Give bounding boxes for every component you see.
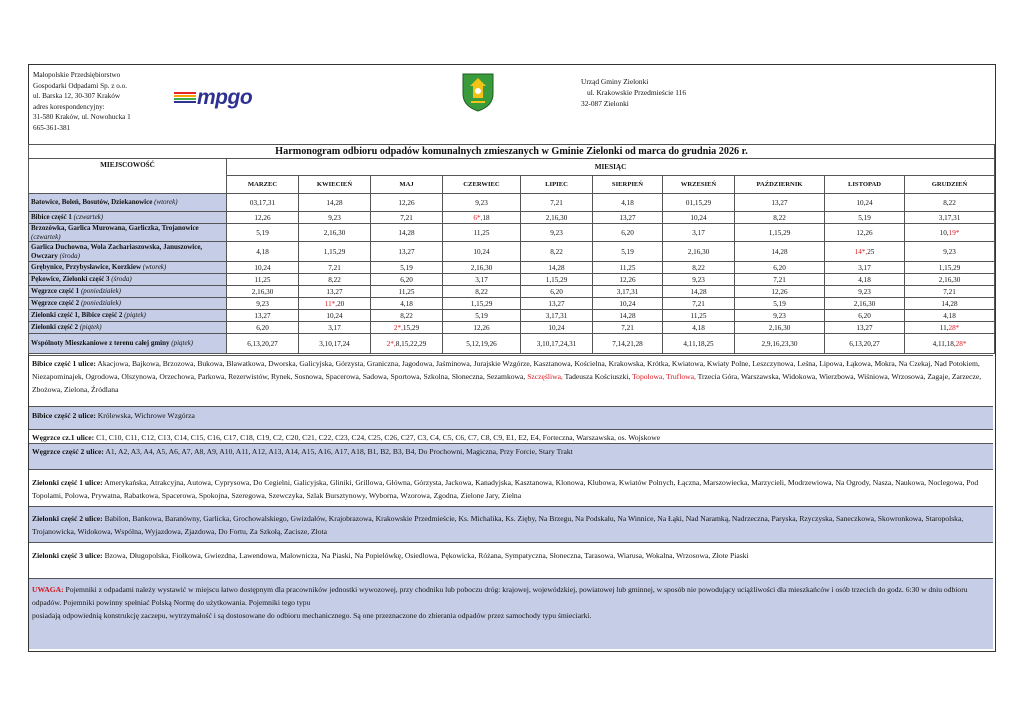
date-cell: 7,14,21,28 [593, 334, 663, 354]
collection-day: (czwartek) [31, 232, 61, 241]
location-name: Batowice, Boleń, Bosutów, Dziekanowice [31, 198, 153, 207]
date-cell: 10,24 [593, 298, 663, 310]
date-cell: 2,16,30 [825, 298, 905, 310]
mpgo-logo [174, 86, 252, 110]
section-divider [29, 406, 993, 407]
date-cell: 3,10,17,24 [299, 334, 371, 354]
street-names: C1, C10, C11, C12, C13, C14, C15, C16, C17, C18, C19, C2, C20, C21, C22, C23, C24, C25, C26, C27, C3, C4, C5, C6, C7, C8, C9, E1, E2, E4, Forteczna, Warszawska, os. Wojskowe [96, 433, 661, 442]
date-cell: 10,19* [905, 224, 995, 242]
collection-day: (czwartek) [73, 213, 104, 222]
section-divider [29, 542, 993, 543]
location-name: Zielonki część 2 [31, 323, 79, 332]
date-cell: 4,18 [663, 322, 735, 334]
date-cell: 6,13,20,27 [227, 334, 299, 354]
location-name: Zielonki część 1, Bibice część 2 [31, 311, 123, 320]
date-cell: 6*,18 [443, 212, 521, 224]
date-cell: 3,17,31 [521, 310, 593, 322]
date-cell: 10,24 [227, 262, 299, 274]
date-cell: 8,22 [663, 262, 735, 274]
schedule-row [29, 224, 995, 242]
schedule-title: Harmonogram odbioru odpadów komunalnych zmieszanych w Gminie Zielonki od marca do grudnia 2026 r. [29, 145, 995, 159]
date-cell: 13,27 [521, 298, 593, 310]
collection-day: (piątek) [79, 323, 102, 332]
street-list-1 [29, 355, 993, 407]
date-cell: 3,17 [443, 274, 521, 286]
row-location [29, 310, 227, 322]
street-list-7 [29, 542, 993, 578]
street-names: Królewska, Wichrowe Wzgórza [97, 411, 195, 420]
date-cell: 6,20 [735, 262, 825, 274]
row-location [29, 194, 227, 212]
date-cell: 03,17,31 [227, 194, 299, 212]
schedule-row [29, 298, 995, 310]
month-1-header: MARZEC [227, 176, 299, 194]
date-cell: 5,12,19,26 [443, 334, 521, 354]
date-cell: 4,18 [371, 298, 443, 310]
notice-text-2: posiadają odpowiednią konstrukcję zaczepu, wytrzymałość i są dostosowane do odbioru mechanicznego. Są one przeznaczone do zbierania odpadów przez samochody typu śmieciarki. [32, 611, 592, 620]
date-cell: 7,21 [735, 274, 825, 286]
date-cell: 10,24 [825, 194, 905, 212]
date-cell: 5,19 [735, 298, 825, 310]
date-cell: 8,22 [905, 194, 995, 212]
date-cell: 2,16,30 [521, 212, 593, 224]
row-location [29, 286, 227, 298]
date-cell: 9,23 [521, 224, 593, 242]
street-list-label: Węgrzce cz.1 ulice: [32, 433, 95, 442]
date-cell: 5,19 [371, 262, 443, 274]
location-name: Bibice część 1 [31, 213, 72, 222]
street-names: A1, A2, A3, A4, A5, A6, A7, A8, A9, A10, A11, A12, A13, A14, A15, A16, A17, A18, B1, B2, B3, B4, Do Prochowni, Magiczna, Przy Forcie, Stary Trakt [105, 447, 573, 456]
date-cell: 5,19 [593, 242, 663, 262]
date-cell: 6,20 [593, 224, 663, 242]
date-cell: 14,28 [371, 224, 443, 242]
street-list-3 [29, 429, 993, 444]
coat-of-arms-icon [461, 72, 495, 112]
street-list-label: Zielonki część 3 ulice: [32, 551, 103, 560]
date-cell: 9,23 [825, 286, 905, 298]
date-cell: 12,26 [593, 274, 663, 286]
schedule-row [29, 242, 995, 262]
date-cell: 13,27 [735, 194, 825, 212]
date-cell: 13,27 [825, 322, 905, 334]
date-cell: 2,16,30 [227, 286, 299, 298]
company-line: ul. Barska 12, 30-307 Kraków [33, 92, 121, 100]
company-address [33, 70, 193, 133]
date-cell: 3,17,31 [593, 286, 663, 298]
office-line: Urząd Gminy Zielonki [581, 77, 649, 86]
date-cell: 1,15,29 [521, 274, 593, 286]
row-location [29, 224, 227, 242]
section-divider [29, 506, 993, 507]
date-cell: 10,24 [521, 322, 593, 334]
date-cell: 2*,8,15,22,29 [371, 334, 443, 354]
date-cell: 14,28 [663, 286, 735, 298]
date-cell: 2,16,30 [905, 274, 995, 286]
date-cell: 2,9,16,23,30 [735, 334, 825, 354]
street-list-4 [29, 443, 993, 469]
date-cell: 12,26 [227, 212, 299, 224]
collection-day: (środa) [59, 251, 80, 260]
street-list-label: Bibice część 1 ulice: [32, 359, 96, 368]
street-names: Topolowa, Truflowa, [632, 372, 696, 381]
street-list-label: Zielonki część 1 ulice: [32, 478, 103, 487]
date-cell: 12,26 [735, 286, 825, 298]
date-cell: 11,28* [905, 322, 995, 334]
date-cell: 12,26 [443, 322, 521, 334]
date-cell: 5,19 [443, 310, 521, 322]
date-cell: 13,27 [593, 212, 663, 224]
date-cell: 6,20 [371, 274, 443, 286]
row-location [29, 298, 227, 310]
date-cell: 9,23 [443, 194, 521, 212]
date-cell: 7,21 [521, 194, 593, 212]
date-cell: 13,27 [371, 242, 443, 262]
date-cell: 5,19 [227, 224, 299, 242]
street-names: Babilon, Bankowa, Baranówny, Garlicka, Grochowalskiego, Gwizdałów, Krajobrazowa, Krakowskie Przedmieście, Ks. Michalika, Ks. Zięby, Na Brzegu, Na Podskalu, Na Winnice, Na Łąki, Nad Naramką, Nadrzeczna, Paryska, Rzyczyska, Saneczkowa, Skowronkowa, Staropolska, Trojanowicka, Widokowa, Wspólna, Wyjazdowa, Zjazdowa, Do Fortu, Za Szkołą, Zacisze, Złota [32, 514, 964, 536]
date-cell: 14,28 [735, 242, 825, 262]
date-cell: 2*,15,29 [371, 322, 443, 334]
date-cell: 8,22 [735, 212, 825, 224]
street-list-label: Węgrzce część 2 ulice: [32, 447, 104, 456]
date-cell: 14,28 [905, 298, 995, 310]
month-9-header: LISTOPAD [825, 176, 905, 194]
date-cell: 14,28 [299, 194, 371, 212]
logo-text: mpgo [197, 86, 253, 109]
section-divider [29, 429, 993, 430]
location-name: Grębynice, Przybysławice, Korzkiew [31, 263, 142, 272]
section-divider [29, 469, 993, 470]
month-2-header: KWIECIEŃ [299, 176, 371, 194]
section-divider [29, 443, 993, 444]
month-header: MIESIĄC [227, 159, 995, 176]
date-cell: 4,18 [227, 242, 299, 262]
date-cell: 2,16,30 [663, 242, 735, 262]
date-cell: 13,27 [299, 286, 371, 298]
collection-day: (piątek) [171, 339, 194, 348]
row-location [29, 242, 227, 262]
date-cell: 7,21 [905, 286, 995, 298]
date-cell: 12,26 [825, 224, 905, 242]
date-cell: 3,17 [663, 224, 735, 242]
collection-day: (piątek) [124, 311, 146, 320]
date-cell: 2,16,30 [443, 262, 521, 274]
schedule-row [29, 262, 995, 274]
company-line: Gospodarki Odpadami Sp. z o.o. [33, 81, 128, 90]
date-cell: 9,23 [227, 298, 299, 310]
date-cell: 3,17,31 [905, 212, 995, 224]
date-cell: 11*,20 [299, 298, 371, 310]
date-cell: 12,26 [371, 194, 443, 212]
office-line: ul. Krakowskie Przedmieście 116 [587, 88, 687, 97]
date-cell: 8,22 [443, 286, 521, 298]
date-cell: 8,22 [299, 274, 371, 286]
schedule-table [28, 144, 995, 354]
month-8-header: PAŹDZIERNIK [735, 176, 825, 194]
date-cell: 11,25 [663, 310, 735, 322]
company-line: Małopolskie Przedsiębiorstwo [33, 71, 121, 79]
street-list-5 [29, 469, 993, 507]
date-cell: 4,18 [593, 194, 663, 212]
schedule-row [29, 310, 995, 322]
street-list-6 [29, 506, 993, 543]
street-names: Tadeusza Kościuszki, [564, 372, 631, 381]
schedule-row [29, 334, 995, 354]
street-names: Szczęśliwa, [527, 372, 563, 381]
schedule-row [29, 274, 995, 286]
company-line: 31-580 Kraków, ul. Nowohucka 1 [33, 113, 131, 121]
date-cell: 3,17 [825, 262, 905, 274]
schedule-row [29, 286, 995, 298]
month-4-header: CZERWIEC [443, 176, 521, 194]
row-location [29, 274, 227, 286]
logo-stripes-icon [174, 92, 196, 104]
date-cell: 11,25 [443, 224, 521, 242]
date-cell: 01,15,29 [663, 194, 735, 212]
date-cell: 1,15,29 [299, 242, 371, 262]
date-cell: 7,21 [663, 298, 735, 310]
schedule-row [29, 194, 995, 212]
collection-day: (środa) [111, 275, 132, 284]
month-5-header: LIPIEC [521, 176, 593, 194]
date-cell: 4,18 [905, 310, 995, 322]
date-cell: 2,16,30 [299, 224, 371, 242]
month-6-header: SIERPIEŃ [593, 176, 663, 194]
collection-day: (wtorek) [154, 198, 178, 207]
date-cell: 2,16,30 [735, 322, 825, 334]
date-cell: 3,10,17,24,31 [521, 334, 593, 354]
date-cell: 11,25 [227, 274, 299, 286]
date-cell: 6,13,20,27 [825, 334, 905, 354]
date-cell: 10,24 [443, 242, 521, 262]
street-names: Bzowa, Długopolska, Fiołkowa, Gwiezdna, Lawendowa, Malownicza, Na Piaski, Na Popielówkę, Osiedlowa, Pękowicka, Różana, Sympatyczna, Słoneczna, Tarasowa, Wiarusa, Wokalna, Wrzosowa, Złote Piaski [104, 551, 749, 560]
date-cell: 10,24 [299, 310, 371, 322]
location-name: Pękowice, Zielonki część 3 [31, 275, 110, 284]
row-location [29, 322, 227, 334]
date-cell: 14,28 [521, 262, 593, 274]
date-cell: 6,20 [521, 286, 593, 298]
date-cell: 14*,25 [825, 242, 905, 262]
date-cell: 5,19 [825, 212, 905, 224]
location-name: Wspólnoty Mieszkaniowe z terenu całej gminy [31, 339, 170, 348]
date-cell: 4,18 [825, 274, 905, 286]
month-10-header: GRUDZIEŃ [905, 176, 995, 194]
date-cell: 8,22 [521, 242, 593, 262]
section-divider [29, 578, 993, 579]
street-names: Trzecia Góra, Warszawska, Widokowa, Wierzbowa, Wiśniowa, Wrzosowa, Zagaje, Zarzecze, Zbożowa, Zielona, Źródlana [32, 372, 982, 394]
office-line: 32-087 Zielonki [581, 99, 629, 108]
street-list-2 [29, 406, 993, 430]
company-line: adres korespondencyjny: [33, 102, 105, 111]
month-3-header: MAJ [371, 176, 443, 194]
notice-text: Pojemniki z odpadami należy wystawić w miejscu łatwo dostępnym dla pracowników jednostki wywozowej, przy chodniku lub poboczu dróg: krajowej, wojewódzkiej, powiatowej lub gminnej, w sposób nie powodujący uciążliwości dla mieszkańców i osób trzecich do godz. 6:30 w dniu odbioru odpadów. Pojemniki powinny spełniać Polską Normę do użytkowania. Pojemniki tego typu [32, 585, 968, 607]
collection-day: (wtorek) [142, 263, 167, 272]
street-names: Akacjowa, Bajkowa, Brzozowa, Bukowa, Bławatkowa, Dworska, Galicyjska, Górzysta, Graniczna, Jagodowa, Jaśminowa, Jurajskie Wzgórze, Kasztanowa, Kościelna, Krakowska, Krótka, Kwiatowa, Kwiaty Polne, Leszczynowa, Leśna, Lipowa, Łąkowa, Mokra, Na Czekaj, Nad Potokiem, Niezapominajek, Ogrodowa, Olszynowa, Orzechowa, Parkowa, Rezerwistów, Rynek, Sosnowa, Spacerowa, Sadowa, Sportowa, Szkolna, Słoneczna, Sezamkowa, [32, 359, 980, 381]
schedule-row [29, 212, 995, 224]
date-cell: 11,25 [371, 286, 443, 298]
row-location [29, 212, 227, 224]
collection-day: (poniedziałek) [80, 287, 121, 296]
section-divider [29, 355, 993, 356]
date-cell: 13,27 [227, 310, 299, 322]
location-name: Brzozówka, Garlica Murowana, Garliczka, Trojanowice [31, 224, 199, 232]
month-7-header: WRZESIEŃ [663, 176, 735, 194]
street-list-label: Zielonki część 2 ulice: [32, 514, 103, 523]
notice-box [29, 578, 993, 649]
date-cell: 3,17 [299, 322, 371, 334]
location-name: Węgrzce część 2 [31, 299, 80, 308]
row-location [29, 334, 227, 354]
location-header: MIEJSCOWOŚĆ [29, 159, 227, 194]
date-cell: 1,15,29 [443, 298, 521, 310]
date-cell: 14,28 [593, 310, 663, 322]
date-cell: 7,21 [299, 262, 371, 274]
office-address [581, 76, 686, 109]
date-cell: 11,25 [593, 262, 663, 274]
date-cell: 1,15,29 [735, 224, 825, 242]
date-cell: 4,11,18,28* [905, 334, 995, 354]
date-cell: 10,24 [663, 212, 735, 224]
date-cell: 7,21 [593, 322, 663, 334]
row-location [29, 262, 227, 274]
date-cell: 4,11,18,25 [663, 334, 735, 354]
street-list-label: Bibice część 2 ulice: [32, 411, 96, 420]
location-name: Garlica Duchowna, Wola Zachariaszowska, Januszowice, Owczary [31, 243, 203, 260]
date-cell: 8,22 [371, 310, 443, 322]
date-cell: 9,23 [663, 274, 735, 286]
schedule-row [29, 322, 995, 334]
collection-day: (poniedziałek) [80, 299, 121, 308]
notice-label: UWAGA: [32, 585, 64, 594]
location-name: Węgrzce część 1 [31, 287, 80, 296]
date-cell: 9,23 [299, 212, 371, 224]
street-names: Amerykańska, Atrakcyjna, Autowa, Cyprysowa, Do Cegielni, Galicyjska, Gliniki, Grillowa, Główna, Górzysta, Jackowa, Kanadyjska, Kasztanowa, Klonowa, Klubowa, Kwiatów Polnych, Łączna, Marszowiecka, Marzycieli, Modrzewiowa, Na Ogrody, Nasza, Naukowa, Noclegowa, Pod Topolami, Polowa, Prywatna, Rabatkowa, Spacerowa, Spokojna, Szeregowa, Szewczyka, Szlak Bursztynowy, Wyborna, Wzorowa, Zgodna, Zielone Jary, Zielna [32, 478, 979, 500]
date-cell: 9,23 [905, 242, 995, 262]
date-cell: 6,20 [227, 322, 299, 334]
date-cell: 6,20 [825, 310, 905, 322]
date-cell: 9,23 [735, 310, 825, 322]
date-cell: 1,15,29 [905, 262, 995, 274]
company-line: 665-361-381 [33, 123, 71, 132]
date-cell: 7,21 [371, 212, 443, 224]
